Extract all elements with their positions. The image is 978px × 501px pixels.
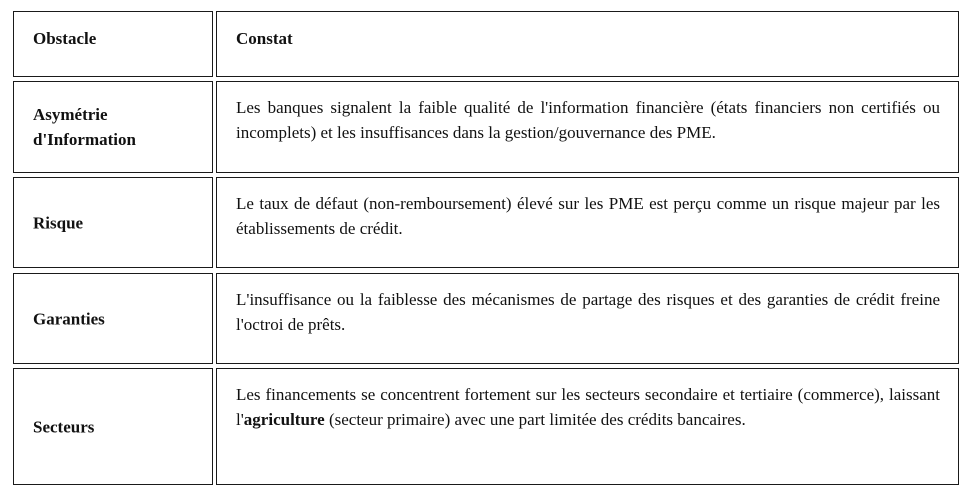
header-cell-constat [216, 11, 959, 77]
obstacle-asymetrie-line1: Asymétrie [33, 105, 108, 124]
obstacle-risque: Risque [33, 213, 84, 232]
obstacle-asymetrie [33, 102, 204, 152]
row-risque-constat-cell [216, 177, 959, 268]
row-garanties-obstacle-cell [13, 273, 213, 364]
row-asymetrie-obstacle-cell [13, 81, 213, 173]
row-secteurs-obstacle-cell [13, 368, 213, 485]
constat-secteurs [236, 382, 940, 432]
row-asymetrie-constat-cell [216, 81, 959, 173]
constat-secteurs-part1: Les financements se concentrent fortement sur les secteurs secondaire et tertiaire (commerce), laissant l' [236, 385, 940, 429]
row-secteurs-constat-cell [216, 368, 959, 485]
header-cell-obstacle [13, 11, 213, 77]
constat-risque: Le taux de défaut (non-remboursement) élevé sur les PME est perçu comme un risque majeur par les établissements de crédit. [236, 194, 940, 238]
obstacle-garanties: Garanties [33, 309, 105, 328]
constat-garanties: L'insuffisance ou la faiblesse des mécanismes de partage des risques et des garanties de crédit freine l'octroi de prêts. [236, 290, 940, 334]
constat-asymetrie: Les banques signalent la faible qualité de l'information financière (états financiers non certifiés ou incomplets) et les insuffisances dans la gestion/gouvernance des PME. [236, 98, 940, 142]
header-constat: Constat [236, 29, 293, 48]
obstacle-asymetrie-line2: d'Information [33, 130, 136, 149]
header-obstacle: Obstacle [33, 29, 97, 48]
constat-secteurs-part2: (secteur primaire) avec une part limitée des crédits bancaires. [324, 410, 746, 429]
constat-secteurs-emphasis: agriculture [243, 410, 325, 429]
row-garanties-constat-cell [216, 273, 959, 364]
row-risque-obstacle-cell [13, 177, 213, 268]
obstacle-secteurs: Secteurs [33, 417, 95, 436]
